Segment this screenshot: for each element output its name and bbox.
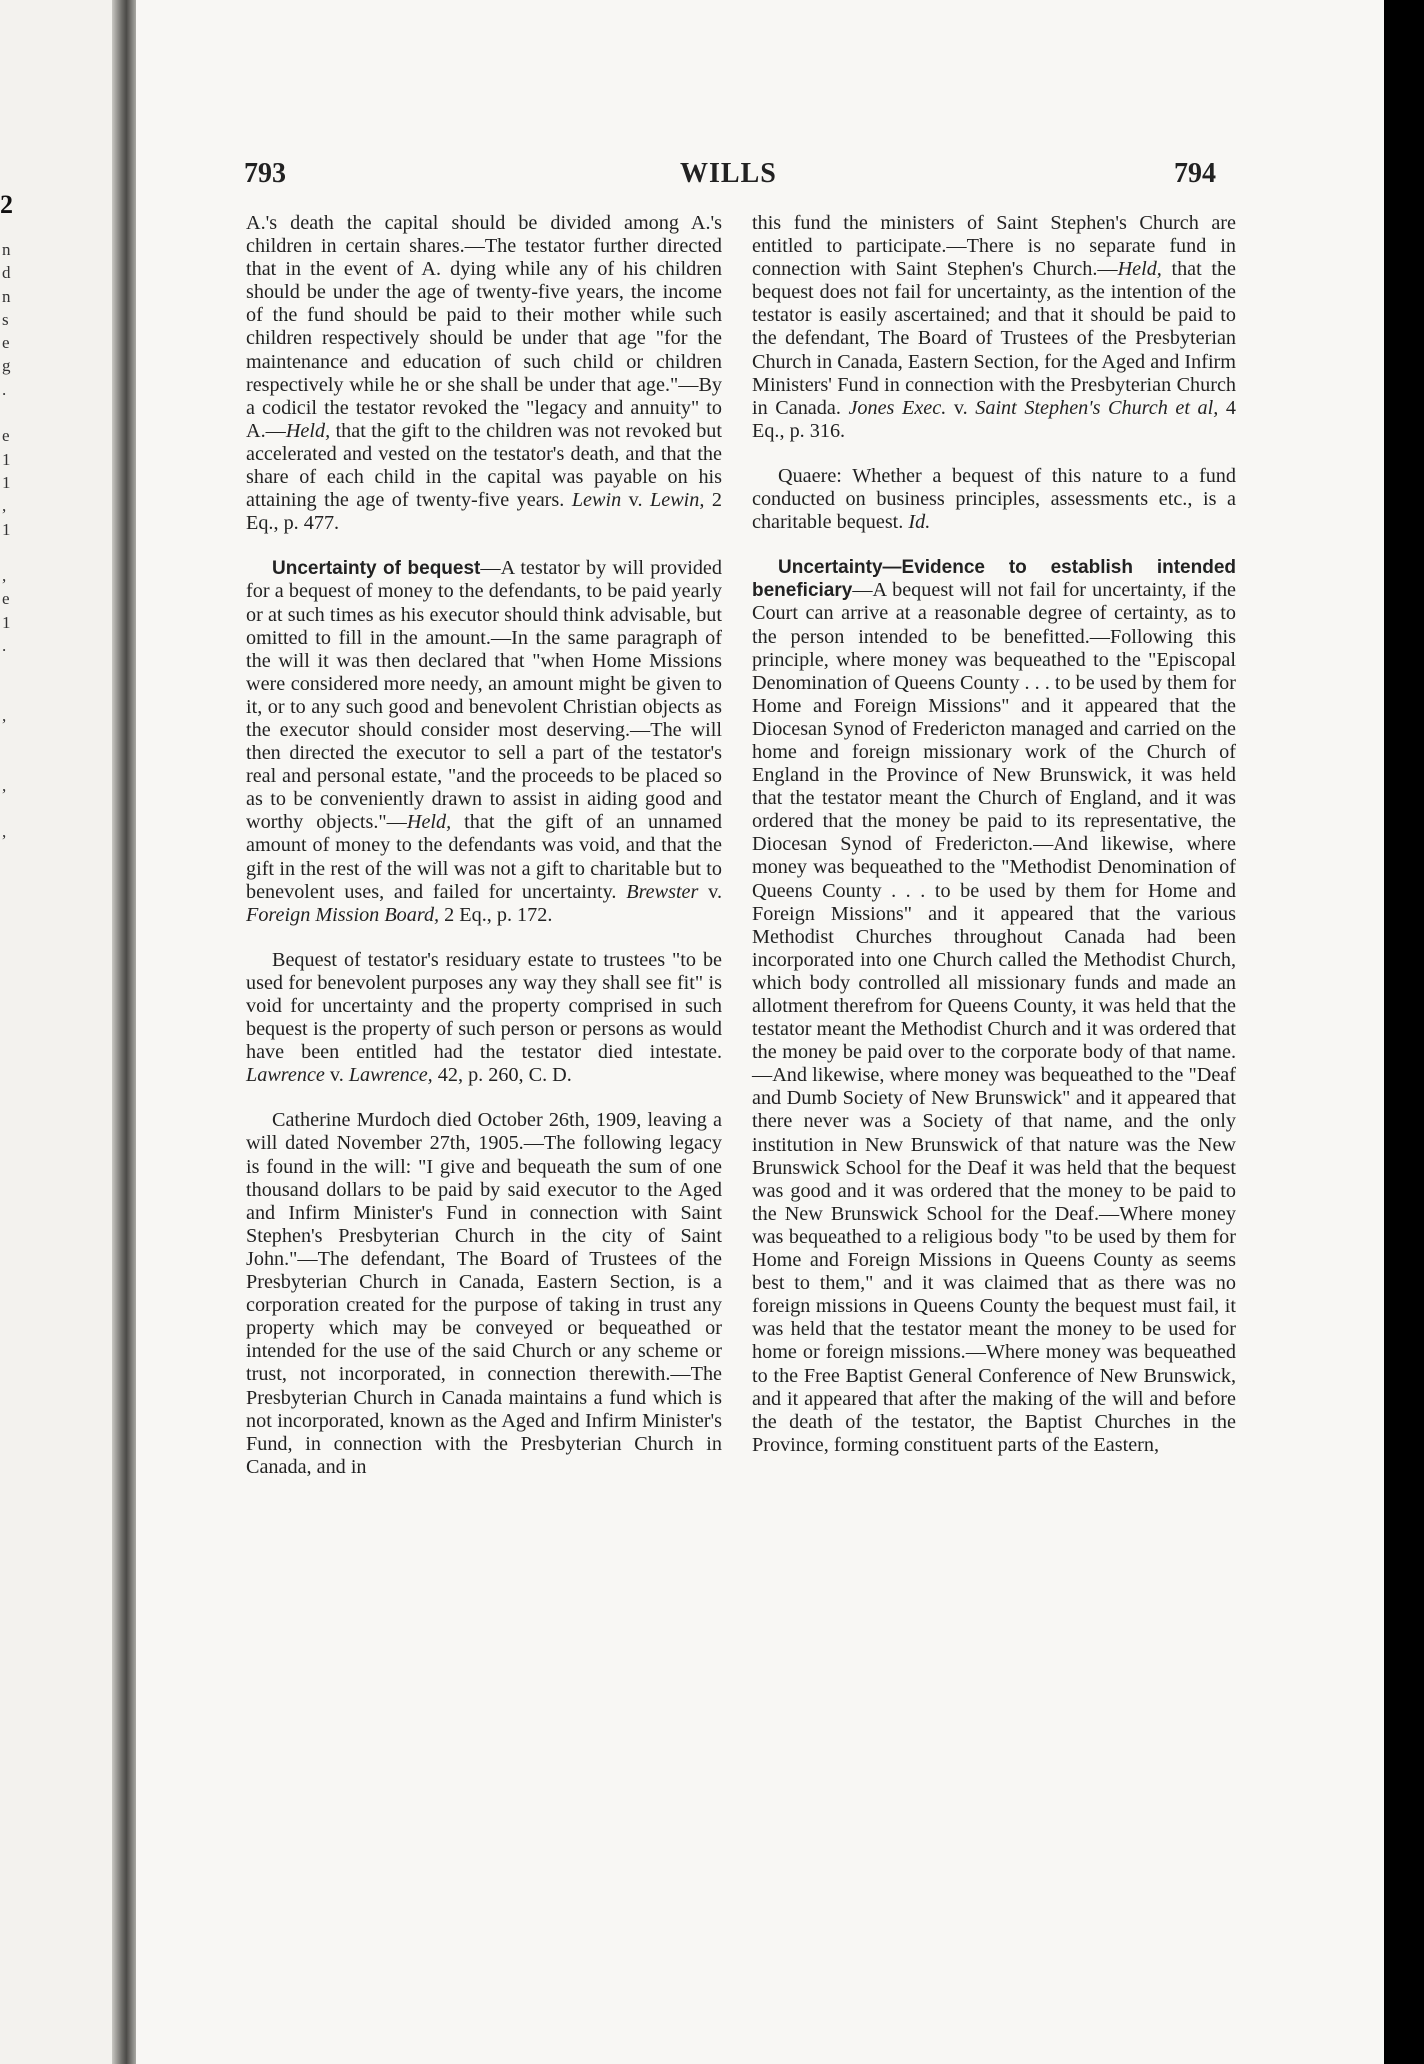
paragraph-quaere: Quaere: Whether a bequest of this nature to a fund conducted on business principles, assessments etc., is a charitable bequest. Id.: [752, 464, 1236, 534]
left-page-number: 793: [244, 158, 286, 189]
running-title: WILLS: [680, 158, 777, 189]
paragraph-murdoch: Catherine Murdoch died October 26th, 1909, leaving a will dated November 27th, 1905.—The following legacy is found in the will: "I give and bequeath the sum of one thousand dollars to be paid by said executor to the Aged and Infirm Minister's Fund in connection with Saint Stephen's Presbyterian Church in the city of Saint John."—The defendant, The Board of Trustees of the Presbyterian Church in Canada, Eastern Section, is a corporation created for the purpose of taking in trust any property which may be conveyed or bequeathed or intended for the use of the said Church or any scheme or trust, not incorporated, in connection therewith.—The Presbyterian Church in Canada maintains a fund which is not incorporated, known as the Aged and Infirm Minister's Fund, in connection with the Presbyterian Church in Canada, and in: [246, 1109, 722, 1478]
previous-page-line-endings: n d n s e g . e 1 1 , 1 , e 1 . , , ,: [2, 240, 11, 842]
paragraph-lewin: A.'s death the capital should be divided among A.'s children in certain shares.—The testator further directed that in the event of A. dying while any of his children should be under the age of twenty-five years, the income of the fund should be paid to their mother while such children respectively should be under that age "for the maintenance and education of such child or children respectively while he or she shall be under that age."—By a codicil the testator revoked the "legacy and annuity" to A.—Held, that the gift to the children was not revoked but accelerated and vested on the testator's death, and that the share of each child in the capital was payable on his attaining the age of twenty-five years. Lewin v. Lewin, 2 Eq., p. 477.: [246, 212, 722, 535]
section-heading: Uncertainty—Evidence to establish intended beneficiary: [752, 557, 1236, 602]
running-header: [136, 158, 1384, 194]
paragraph-lawrence: Bequest of testator's residuary estate to trustees "to be used for benevolent purposes any way they shall see fit" is void for uncertainty and the property comprised in such bequest is the property of such person or persons as would have been entitled had the testator died intestate. Lawrence v. Lawrence, 42, p. 260, C. D.: [246, 948, 722, 1087]
previous-page-number: 2: [0, 190, 13, 219]
previous-page-edge: [0, 0, 112, 2064]
right-column: [752, 212, 1236, 1479]
book-page: [136, 0, 1384, 2064]
paragraph-jones: this fund the ministers of Saint Stephen's Church are entitled to participate.—There is no separate fund in connection with Saint Stephen's Church.—Held, that the bequest does not fail for uncertainty, as the intention of the testator is easily ascertained; and that it should be paid to the defendant, The Board of Trustees of the Presbyterian Church in Canada, Eastern Section, for the Aged and Infirm Ministers' Fund in connection with the Presbyterian Church in Canada. Jones Exec. v. Saint Stephen's Church et al, 4 Eq., p. 316.: [752, 212, 1236, 442]
paragraph-uncertainty-of-bequest: Uncertainty of bequest—A testator by will provided for a bequest of money to the defendants, to be paid yearly or at such times as his executor should think advisable, but omitted to fill in the amount.—In the same paragraph of the will it was then declared that "when Home Missions were considered more needy, an amount might be given to it, or to any such good and benevolent Christian objects as the executor should consider most deserving.—The will then directed the executor to sell a part of the testator's real and personal estate, "and the proceeds to be placed so as to be conveniently drawn to assist in aiding good and worthy objects."—Held, that the gift of an unnamed amount of money to the defendants was void, and that the gift in the rest of the will was not a gift to charitable but to benevolent uses, and failed for uncertainty. Brewster v. Foreign Mission Board, 2 Eq., p. 172.: [246, 557, 722, 926]
section-heading: Uncertainty of bequest: [272, 558, 481, 580]
scan-border: [1384, 0, 1424, 2064]
book-gutter: [112, 0, 136, 2064]
left-column: [246, 212, 722, 1501]
paragraph-uncertainty-evidence: Uncertainty—Evidence to establish intended beneficiary—A bequest will not fail for uncertainty, if the Court can arrive at a reasonable degree of certainty, as to the person intended to be benefitted.—Following this principle, where money was bequeathed to the "Episcopal Denomination of Queens County . . . to be used by them for Home and Foreign Missions" and it appeared that the Diocesan Synod of Fredericton managed and carried on the home and foreign missionary work of the Church of England in the Province of New Brunswick, it was held that the testator meant the Church of England, and it was ordered that the money be paid to its representative, the Diocesan Synod of Fredericton.—And likewise, where money was bequeathed to the "Methodist Denomination of Queens County . . . to be used by them for Home and Foreign Missions" and it appeared that the various Methodist Churches throughout Canada had been incorporated into one Church called the Methodist Church, which body controlled all missionary funds and made an allotment therefrom for Queens County, it was held that the testator meant the Methodist Church and it was ordered that the money be paid over to the corporate body of that name.—And likewise, where money was bequeathed to the "Deaf and Dumb Society of New Brunswick" and it appeared that there never was a Society of that name, and the only institution in New Brunswick of that nature was the New Brunswick School for the Deaf it was held that the bequest was good and it was ordered that the money to be paid to the New Brunswick School for the Deaf.—Where money was bequeathed to a religious body "to be used by them for Home and Foreign Missions in Queens County as seems best to them," and it was claimed that as there was no foreign missions in Queens County the bequest must fail, it was held that the testator meant the money to be used for home or foreign missions.—Where money was bequeathed to the Free Baptist General Conference of New Brunswick, and it appeared that after the making of the will and before the death of the testator, the Baptist Churches in the Province, forming constituent parts of the Eastern,: [752, 557, 1236, 1456]
right-page-number: 794: [1174, 158, 1216, 189]
